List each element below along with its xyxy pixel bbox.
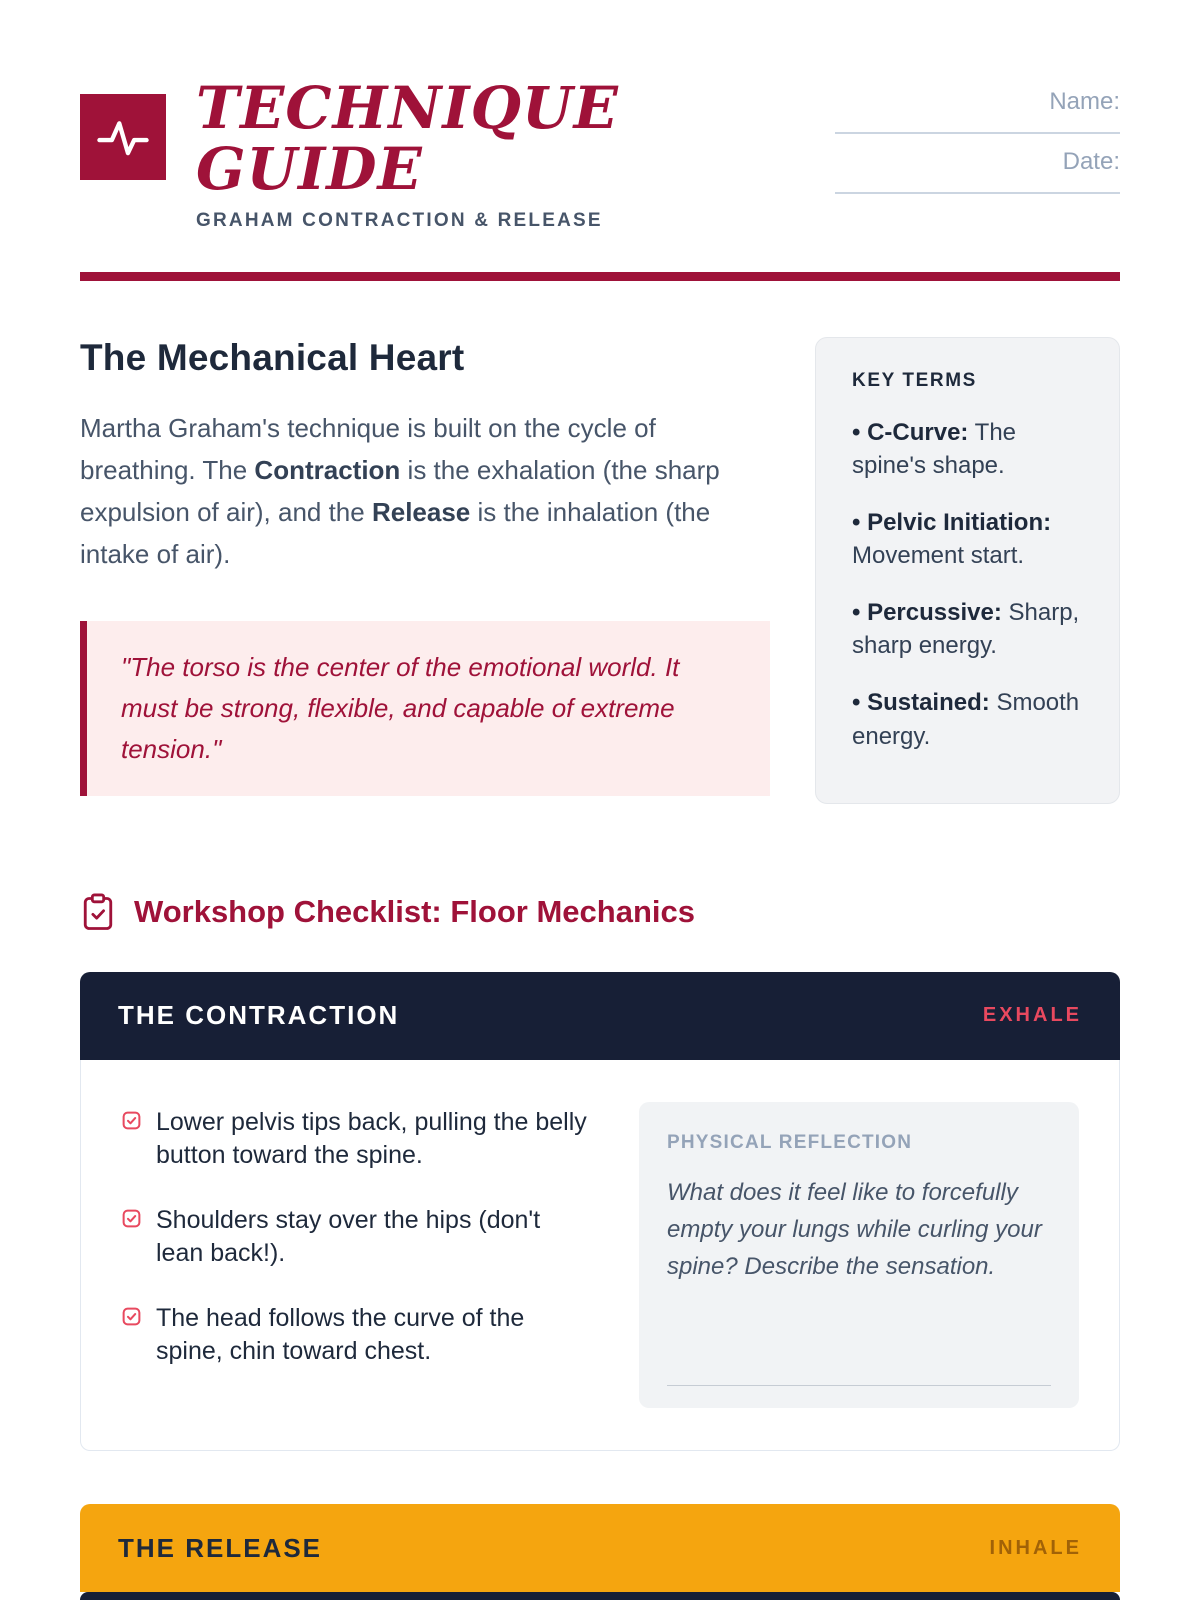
release-card-header [80, 1504, 1120, 1592]
reflection-heading: PHYSICAL REFLECTION [667, 1131, 913, 1153]
workshop-heading: Workshop Checklist: Floor Mechanics [134, 893, 695, 929]
intro-section [80, 337, 770, 804]
contraction-card-body [80, 1060, 1120, 1451]
quote-callout: "The torso is the center of the emotional world. It must be strong, flexible, and capable of extreme tension." [80, 621, 770, 796]
doc-title [196, 74, 619, 203]
paragraph-bold-contraction: Contraction [254, 454, 401, 485]
name-label: Name: [1049, 88, 1120, 115]
title-block [196, 74, 619, 232]
contraction-card-header [80, 972, 1120, 1060]
page-title: The Mechanical Heart [80, 336, 465, 378]
key-term-item: • Sustained: Smooth energy. [852, 686, 1083, 752]
main-content [80, 337, 1120, 804]
checklist-item-label: Lower pelvis tips back, pulling the belly button toward the spine. [156, 1107, 587, 1169]
checklist-item-label: Shoulders stay over the hips (don't lean back!). [156, 1205, 541, 1267]
checklist-item-label: The head follows the curve of the spine, chin toward chest. [156, 1303, 525, 1365]
release-card-title: THE RELEASE [118, 1532, 323, 1563]
inhale-badge: INHALE [989, 1536, 1082, 1559]
workshop-heading-row [80, 892, 1120, 932]
key-terms-list [852, 416, 1083, 753]
key-term-item: • C-Curve: The spine's shape. [852, 416, 1083, 482]
name-date-block [835, 78, 1120, 208]
clipboard-check-icon [80, 892, 116, 932]
intro-paragraph [80, 407, 770, 575]
key-term-item: • Percussive: Sharp, sharp energy. [852, 596, 1083, 662]
reflection-box [639, 1102, 1079, 1408]
checkbox-checked-icon[interactable] [121, 1208, 142, 1229]
date-fill-line [835, 192, 1120, 194]
doc-title-line2: GUIDE [196, 134, 423, 203]
checkbox-checked-icon[interactable] [121, 1306, 142, 1327]
checklist-item [121, 1204, 594, 1270]
name-fill-line [835, 132, 1120, 134]
checklist-item [121, 1106, 594, 1172]
release-card [80, 1504, 1120, 1600]
contraction-checklist [121, 1102, 594, 1408]
writing-line [667, 1385, 1051, 1386]
paragraph-text: Martha Graham's technique is built on the cycle of breathing. The [80, 412, 656, 485]
divider-rule [80, 272, 1120, 281]
header [80, 74, 1120, 232]
checkbox-checked-icon[interactable] [121, 1110, 142, 1131]
key-terms-card [815, 337, 1120, 804]
doc-subtitle: GRAHAM CONTRACTION & RELEASE [196, 209, 603, 231]
contraction-card-title: THE CONTRACTION [118, 1000, 400, 1031]
doc-title-line1: TECHNIQUE [196, 74, 619, 142]
checklist-item [121, 1302, 594, 1368]
logo-mark [80, 94, 166, 180]
paragraph-bold-release: Release [371, 497, 471, 527]
paragraph-text: is the inhalation (the intake of air). [80, 497, 711, 570]
contraction-card [80, 972, 1120, 1451]
pulse-icon [92, 106, 154, 168]
reflection-prompt: What does it feel like to forcefully empty your lungs while curling your spine? Describe the sensation. [667, 1178, 1042, 1281]
date-label: Date: [1062, 148, 1120, 175]
key-terms-heading: KEY TERMS [852, 369, 977, 391]
next-section-cutoff [80, 1592, 1120, 1600]
exhale-badge: EXHALE [982, 1004, 1082, 1027]
paragraph-text: is the exhalation (the sharp expulsion of air), and the [80, 454, 720, 527]
key-term-item: • Pelvic Initiation: Movement start. [852, 506, 1083, 572]
